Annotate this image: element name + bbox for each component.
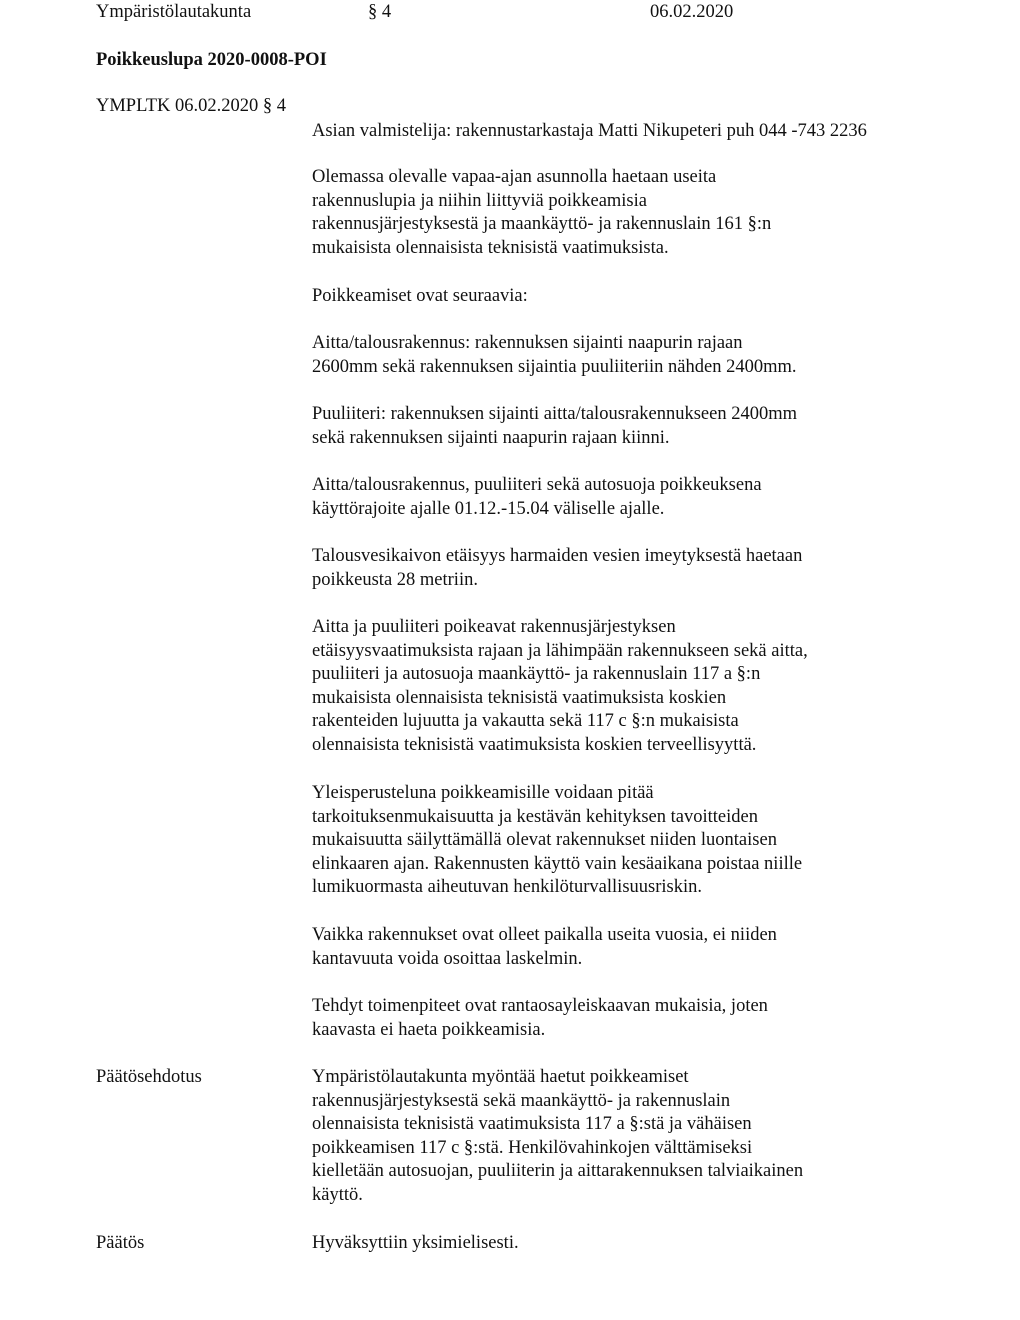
header-section: § 4 bbox=[368, 2, 392, 22]
decision-label: Päätös bbox=[96, 1233, 145, 1253]
preparer-line bbox=[312, 120, 932, 144]
header-date: 06.02.2020 bbox=[650, 2, 734, 22]
decision-text: Hyväksyttiin yksimielisesti. bbox=[312, 1233, 519, 1253]
paragraph-text: Aitta ja puuliiteri poikeavat rakennusjärjestyksen etäisyysvaatimuksista rajaan ja lähimpään rakennukseen sekä aitta, puuliiteri ja autosuoja maankäyttö- ja rakennuslain 117 a §:n mukaisista olennaisista teknisistä vaatimuksista koskien rakenteiden lujuutta ja vakautta sekä 117 c §:n mukaisista olennaisista teknisistä vaatimuksista koskien terveellisyyttä. bbox=[312, 617, 808, 755]
decision-section bbox=[312, 1232, 932, 1256]
paragraph-1 bbox=[312, 166, 932, 260]
paragraph-text: Vaikka rakennukset ovat olleet paikalla useita vuosia, ei niiden kantavuuta voida osoittaa laskelmin. bbox=[312, 925, 777, 969]
document-title: Poikkeuslupa 2020-0008-POI bbox=[96, 50, 327, 70]
paragraph-5 bbox=[312, 474, 932, 521]
paragraph-8 bbox=[312, 782, 932, 900]
paragraph-6 bbox=[312, 545, 932, 592]
paragraph-4 bbox=[312, 403, 932, 450]
paragraph-2 bbox=[312, 285, 932, 309]
paragraph-3 bbox=[312, 332, 932, 379]
paragraph-text: Yleisperusteluna poikkeamisille voidaan pitää tarkoituksenmukaisuutta ja kestävän kehityksen tavoitteiden mukaisuutta säilyttämällä olevat rakennukset niiden luontaisen elinkaaren ajan. Rakennusten käyttö vain kesäaikana poistaa niille lumikuormasta aiheutuvan henkilöturvallisuusriskin. bbox=[312, 783, 803, 898]
paragraph-text: Puuliiteri: rakennuksen sijainti aitta/talousrakennukseen 2400mm sekä rakennuksen sijainti naapurin rajaan kiinni. bbox=[312, 404, 798, 448]
paragraph-text: Talousvesikaivon etäisyys harmaiden vesien imeytyksestä haetaan poikkeusta 28 metriin. bbox=[312, 546, 803, 590]
paragraph-10 bbox=[312, 995, 932, 1042]
proposal-label: Päätösehdotus bbox=[96, 1067, 202, 1087]
header-committee: Ympäristölautakunta bbox=[96, 2, 252, 22]
meeting-reference: YMPLTK 06.02.2020 § 4 bbox=[96, 96, 286, 116]
proposal-text: Ympäristölautakunta myöntää haetut poikkeamiset rakennusjärjestyksestä sekä maankäyttö- ja rakennuslain olennaisista teknisistä vaatimuksista 117 a §:stä ja vähäisen poikkeamisen 117 c §:stä. Henkilövahinkojen välttämiseksi kielletään autosuojan, puuliiterin ja aittarakennuksen talviaikainen käyttö. bbox=[312, 1067, 804, 1205]
paragraph-7 bbox=[312, 616, 932, 758]
paragraph-text: Olemassa olevalle vapaa-ajan asunnolla haetaan useita rakennuslupia ja niihin liittyviä poikkeamisia rakennusjärjestyksestä ja maankäyttö- ja rakennuslain 161 §:n mukaisista olennaisista teknisistä vaatimuksista. bbox=[312, 167, 772, 258]
preparer-text: Asian valmistelija: rakennustarkastaja Matti Nikupeteri puh 044 -743 2236 bbox=[312, 121, 867, 141]
paragraph-9 bbox=[312, 924, 932, 971]
paragraph-text: Poikkeamiset ovat seuraavia: bbox=[312, 286, 528, 306]
paragraph-text: Aitta/talousrakennus, puuliiteri sekä autosuoja poikkeuksena käyttörajoite ajalle 01.12.-15.04 väliselle ajalle. bbox=[312, 475, 762, 519]
paragraph-text: Tehdyt toimenpiteet ovat rantaosayleiskaavan mukaisia, joten kaavasta ei haeta poikkeamisia. bbox=[312, 996, 768, 1040]
paragraph-text: Aitta/talousrakennus: rakennuksen sijainti naapurin rajaan 2600mm sekä rakennuksen sijaintia puuliiteriin nähden 2400mm. bbox=[312, 333, 797, 377]
proposal-section bbox=[312, 1066, 932, 1208]
